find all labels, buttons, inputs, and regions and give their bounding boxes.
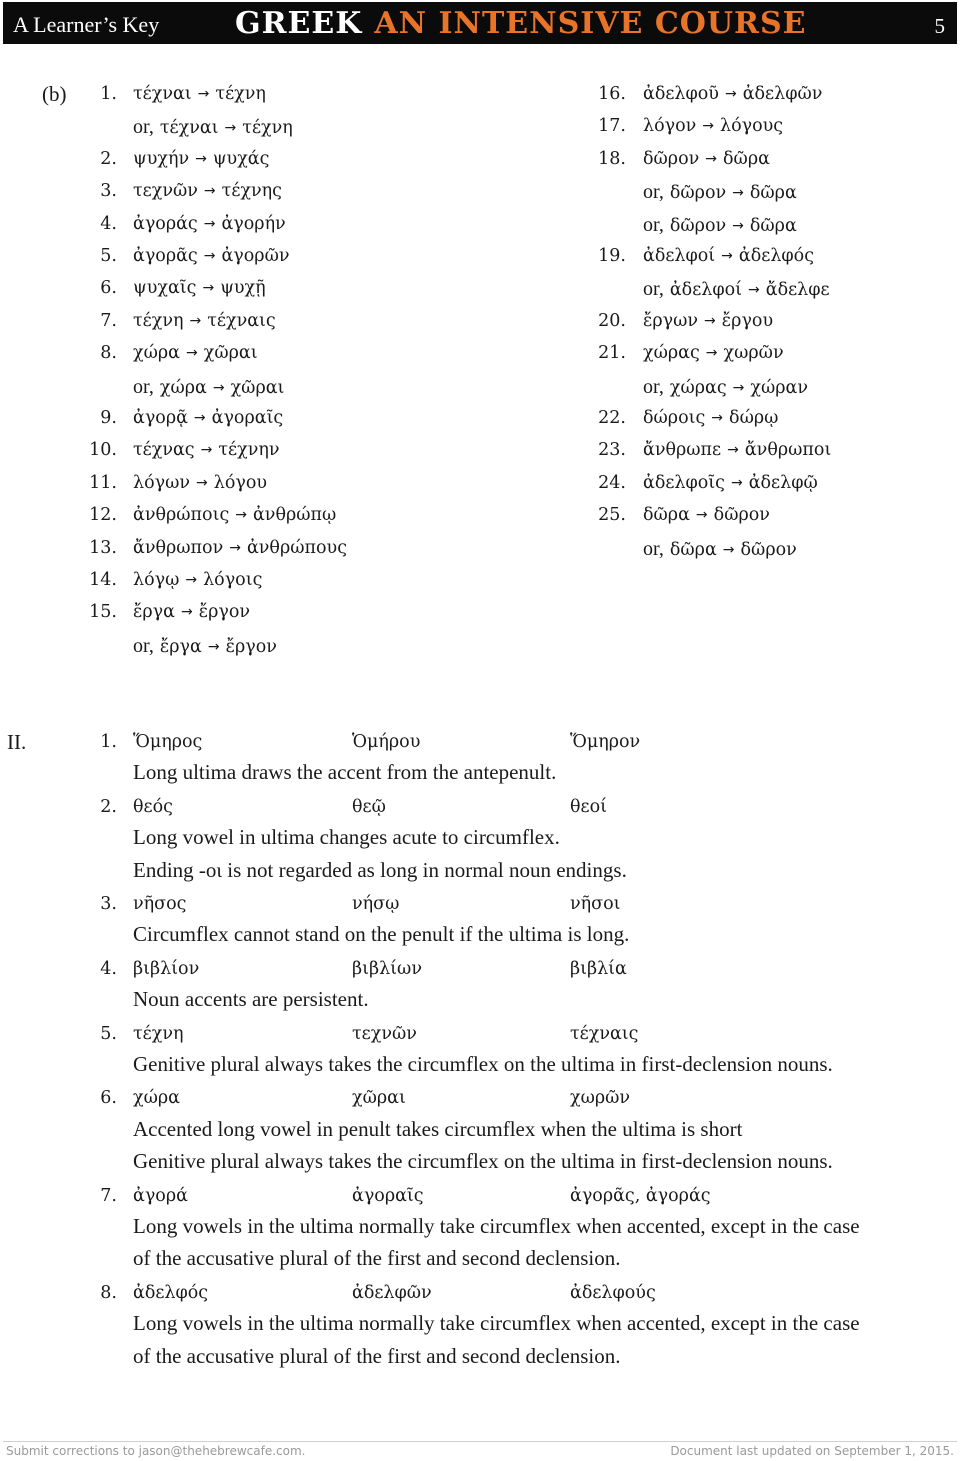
footer-updated: Document last updated on September 1, 2015. [670, 1444, 954, 1458]
greek-target: ἔργου [721, 310, 774, 331]
conversion-line [643, 181, 797, 204]
conversion-line [133, 440, 279, 460]
item-number: 24. [598, 472, 626, 493]
greek-target: ἀνθρώπους [246, 537, 347, 558]
conversion-line [643, 149, 770, 169]
conversion-line [133, 376, 284, 399]
item-number: 8. [100, 1282, 117, 1303]
greek-form: χώρα [133, 1088, 180, 1109]
explanation-note: of the accusative plural of the first and second declension. [133, 1246, 621, 1271]
greek-source: ἀδελφοί [643, 246, 716, 266]
explanation-note: Ending -οι is not regarded as long in normal noun endings. [133, 857, 627, 882]
greek-form: Ὅμηρον [570, 732, 641, 752]
title-subtitle: AN INTENSIVE COURSE [374, 6, 807, 41]
footer-divider [3, 1441, 957, 1442]
title-greek: GREEK [235, 6, 363, 41]
explanation-note: Circumflex cannot stand on the penult if the ultima is long. [133, 922, 630, 947]
greek-source: χώρας [643, 343, 700, 364]
arrow-icon: → [193, 410, 206, 426]
greek-source: δῶρα [643, 505, 690, 526]
conversion-line [133, 635, 277, 658]
greek-target: ἀδελφῷ [748, 472, 818, 493]
item-number: 7. [100, 310, 117, 331]
greek-form: ἀδελφός [133, 1282, 209, 1303]
item-number: 5. [100, 246, 117, 266]
greek-form: θεοί [570, 796, 607, 817]
greek-form: τέχναις [570, 1023, 639, 1044]
conversion-line [133, 311, 276, 331]
arrow-icon: → [189, 312, 202, 329]
greek-source: ἔργων [643, 310, 699, 331]
greek-target: ψυχῇ [220, 278, 266, 299]
greek-source: ἀδελφοί [669, 280, 743, 301]
item-number: 4. [100, 958, 117, 979]
greek-form: νήσῳ [352, 894, 400, 914]
arrow-icon: → [730, 474, 743, 491]
arrow-icon: → [203, 215, 216, 232]
greek-source: δῶρον [669, 215, 727, 236]
item-number: 6. [100, 278, 117, 299]
item-number: 21. [598, 343, 626, 364]
explanation-note: Accented long vowel in penult takes circumflex when the ultima is short [133, 1116, 743, 1141]
page-number: 5 [934, 14, 945, 38]
conversion-line [133, 84, 266, 104]
greek-form: βιβλίων [352, 958, 422, 979]
arrow-icon: → [212, 379, 225, 396]
greek-target: τέχναις [207, 310, 276, 331]
conversion-line [643, 311, 773, 331]
arrow-icon: → [180, 604, 193, 621]
greek-form: νῆσος [133, 894, 187, 914]
greek-source: ψυχαῖς [133, 278, 197, 299]
greek-source: τέχναι [133, 84, 192, 104]
conversion-line [133, 505, 336, 525]
arrow-icon: → [721, 248, 733, 264]
conversion-line [643, 278, 830, 301]
greek-target: τέχνην [218, 440, 280, 461]
conversion-line [643, 343, 784, 363]
greek-source: ἄνθρωπον [133, 537, 224, 558]
greek-target: δῶρα [723, 148, 770, 169]
greek-target: δῶρον [713, 505, 770, 526]
greek-source: ἔργα [133, 602, 175, 623]
greek-target: ἀγοραῖς [211, 408, 284, 428]
conversion-line [133, 149, 269, 169]
greek-source: τέχναι [159, 118, 219, 139]
greek-form: βιβλία [570, 958, 627, 979]
explanation-note: Long ultima draws the accent from the antepenult. [133, 760, 557, 785]
greek-target: ἔργον [225, 636, 277, 657]
greek-form: βιβλίον [133, 958, 200, 979]
greek-target: ἄνθρωποι [744, 440, 832, 461]
item-number: 3. [100, 894, 117, 914]
arrow-icon: → [711, 410, 724, 426]
greek-source: ἀδελφοῖς [643, 472, 725, 493]
explanation-note: Long vowel in ultima changes acute to circumflex. [133, 825, 560, 850]
greek-target: ἀνθρώπῳ [252, 505, 337, 526]
arrow-icon: → [695, 507, 708, 524]
arrow-icon: → [229, 539, 241, 556]
greek-form: ἀδελφῶν [352, 1282, 432, 1303]
item-number: 2. [100, 796, 117, 817]
arrow-icon: → [732, 379, 745, 396]
arrow-icon: → [197, 86, 210, 102]
arrow-icon: → [732, 217, 744, 234]
item-number: 18. [598, 148, 626, 169]
greek-target: ἀδελφῶν [742, 84, 823, 104]
arrow-icon: → [196, 474, 208, 491]
item-number: 9. [100, 408, 117, 428]
item-number: 17. [598, 116, 626, 137]
greek-source: ἀνθρώποις [133, 505, 230, 526]
book-title [235, 6, 807, 41]
or-label: or, [643, 213, 664, 236]
item-number: 16. [598, 84, 626, 104]
greek-target: χῶραι [203, 343, 258, 364]
arrow-icon: → [224, 120, 237, 137]
conversion-line [133, 116, 293, 139]
or-label: or, [643, 537, 664, 560]
greek-form: τεχνῶν [352, 1023, 417, 1044]
arrow-icon: → [724, 86, 737, 102]
section-label-ii: II. [7, 730, 27, 754]
conversion-line [643, 538, 797, 561]
item-number: 23. [598, 440, 626, 461]
greek-source: ἀγορᾶς [133, 246, 198, 266]
arrow-icon: → [202, 280, 215, 297]
or-label: or, [133, 375, 154, 398]
arrow-icon: → [235, 507, 247, 524]
greek-source: χώρα [159, 377, 207, 398]
footer-corrections: Submit corrections to jason@thehebrewcafe.com. [6, 1444, 306, 1458]
section-label-b: (b) [42, 82, 67, 106]
greek-source: τεχνῶν [133, 181, 198, 202]
greek-source: χώρας [669, 377, 727, 398]
greek-form: χῶραι [352, 1088, 406, 1109]
explanation-note: Genitive plural always takes the circumflex on the ultima in first-declension nouns. [133, 1052, 833, 1076]
greek-target: λόγοις [203, 570, 263, 590]
greek-target: δῶρα [749, 183, 797, 204]
greek-target: ἄδελφε [765, 280, 830, 301]
arrow-icon: → [748, 282, 760, 299]
arrow-icon: → [195, 150, 207, 167]
greek-form: ἀγορά [133, 1185, 188, 1206]
item-number: 19. [598, 246, 626, 266]
arrow-icon: → [185, 572, 198, 588]
arrow-icon: → [705, 150, 718, 167]
greek-source: ἀδελφοῦ [643, 84, 719, 104]
conversion-line [643, 116, 783, 136]
greek-source: χώρα [133, 343, 180, 364]
arrow-icon: → [732, 185, 744, 202]
conversion-line [133, 214, 286, 234]
greek-source: δῶρον [643, 148, 700, 169]
greek-source: δῶρα [669, 539, 717, 560]
item-number: 5. [100, 1023, 117, 1044]
item-number: 20. [598, 310, 626, 331]
explanation-note: of the accusative plural of the first and second declension. [133, 1343, 621, 1368]
conversion-line [643, 214, 797, 237]
conversion-line [133, 602, 250, 622]
greek-source: τέχνη [133, 310, 184, 331]
conversion-line [643, 505, 770, 525]
conversion-line [643, 84, 822, 104]
greek-form: νῆσοι [570, 894, 621, 914]
greek-form: ἀγοραῖς [352, 1185, 424, 1206]
greek-target: χώραν [750, 377, 808, 398]
greek-target: ἀγορήν [221, 213, 286, 234]
arrow-icon: → [207, 638, 220, 655]
item-number: 4. [100, 213, 117, 234]
item-number: 1. [100, 732, 117, 752]
conversion-line [133, 408, 283, 428]
item-number: 15. [89, 602, 117, 623]
conversion-line [133, 181, 282, 201]
arrow-icon: → [702, 118, 714, 135]
arrow-icon: → [200, 442, 213, 459]
greek-target: δώρῳ [729, 408, 779, 428]
conversion-line [643, 473, 818, 493]
or-label: or, [643, 278, 664, 301]
greek-form: χωρῶν [570, 1088, 631, 1109]
item-number: 25. [598, 505, 626, 526]
greek-source: ἄνθρωπε [643, 440, 722, 461]
book-name: A Learner’s Key [13, 12, 160, 37]
conversion-line [133, 538, 347, 558]
greek-source: δώροις [643, 408, 706, 428]
greek-source: ἔργα [159, 636, 202, 657]
greek-target: ἀγορῶν [221, 246, 290, 266]
greek-form: θεός [133, 796, 173, 817]
arrow-icon: → [727, 442, 739, 459]
greek-source: ἀγοράς [133, 213, 198, 234]
greek-target: ἔργον [198, 602, 251, 623]
item-number: 12. [89, 505, 117, 526]
greek-source: ψυχήν [133, 148, 190, 169]
explanation-note: Long vowels in the ultima normally take circumflex when accented, except in the case [133, 1311, 860, 1336]
arrow-icon: → [203, 248, 216, 264]
explanation-note: Noun accents are persistent. [133, 987, 369, 1012]
explanation-note: Long vowels in the ultima normally take circumflex when accented, except in the case [133, 1214, 860, 1238]
item-number: 22. [598, 408, 626, 428]
page-header [3, 2, 957, 44]
item-number: 10. [89, 440, 117, 461]
conversion-line [643, 408, 778, 428]
arrow-icon: → [705, 345, 718, 362]
greek-form: Ὅμηρος [133, 732, 203, 752]
conversion-line [133, 570, 262, 590]
conversion-line [643, 376, 808, 399]
greek-target: λόγους [720, 116, 784, 137]
conversion-line [643, 246, 814, 266]
greek-target: λόγου [213, 472, 267, 493]
arrow-icon: → [203, 183, 216, 200]
conversion-line [133, 343, 258, 363]
greek-form: ἀδελφούς [570, 1282, 656, 1303]
greek-target: χῶραι [230, 377, 285, 398]
conversion-line [133, 278, 266, 298]
greek-target: ψυχάς [212, 148, 270, 169]
greek-target: χωρῶν [723, 343, 784, 364]
greek-source: τέχνας [133, 440, 195, 461]
item-number: 2. [100, 148, 117, 169]
item-number: 6. [100, 1088, 117, 1109]
greek-target: δῶρα [749, 215, 797, 236]
or-label: or, [133, 116, 154, 139]
greek-form: τέχνη [133, 1023, 184, 1044]
greek-target: τέχνης [221, 181, 282, 202]
item-number: 11. [89, 472, 117, 493]
greek-target: ἀδελφός [738, 246, 815, 266]
item-number: 7. [100, 1185, 117, 1206]
or-label: or, [643, 181, 664, 204]
explanation-note: Genitive plural always takes the circumflex on the ultima in first-declension nouns. [133, 1149, 833, 1174]
item-number: 13. [89, 537, 117, 558]
conversion-line [643, 440, 831, 460]
greek-source: ἀγορᾷ [133, 408, 188, 428]
greek-target: τέχνη [242, 118, 293, 139]
greek-target: δῶρον [740, 539, 797, 560]
greek-target: τέχνη [215, 84, 266, 104]
arrow-icon: → [185, 345, 198, 362]
item-number: 1. [100, 84, 117, 104]
greek-source: λόγων [133, 472, 190, 493]
greek-source: δῶρον [669, 183, 727, 204]
greek-form: ἀγορᾶς, ἀγοράς [570, 1185, 711, 1206]
greek-source: λόγῳ [133, 570, 180, 590]
arrow-icon: → [704, 312, 716, 329]
or-label: or, [643, 375, 664, 398]
greek-form: θεῷ [352, 796, 386, 817]
greek-form: Ὁμήρου [352, 732, 421, 752]
conversion-line [133, 246, 289, 266]
or-label: or, [133, 634, 154, 657]
arrow-icon: → [722, 541, 735, 558]
item-number: 8. [100, 343, 117, 364]
item-number: 14. [89, 570, 117, 590]
item-number: 3. [100, 181, 117, 202]
greek-source: λόγον [643, 116, 697, 137]
conversion-line [133, 473, 267, 493]
